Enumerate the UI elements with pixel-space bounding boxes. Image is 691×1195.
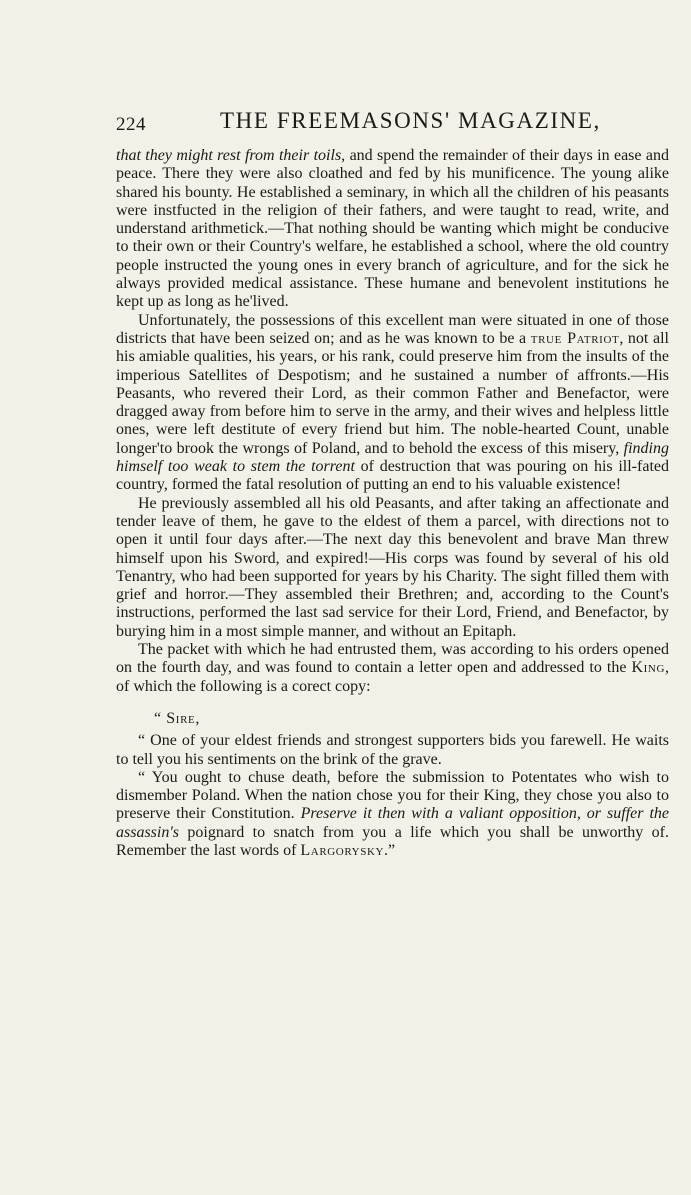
paragraph-4-text-b: , of which the following is a corect copy: [116, 659, 669, 695]
page-header [116, 108, 672, 138]
largorysky-smallcaps: Largorysky [300, 841, 385, 859]
letter-paragraph-1: “ One of your eldest friends and strongest supporters bids you farewell. He waits to tell you his sentiments on the brink of the grave. [116, 732, 669, 768]
paragraph-1 [116, 147, 669, 312]
running-title: THE FREEMASONS' MAGAZINE, [220, 108, 601, 133]
paragraph-4 [116, 641, 669, 696]
body-text [116, 147, 669, 860]
paragraph-4-text-a: The packet with which he had entrusted them, was according to his orders opened on the fourth day, and was found to contain a letter open and addressed to the [116, 641, 669, 677]
letter-closing-quote: .” [384, 841, 396, 859]
king-smallcaps: King [631, 659, 665, 677]
true-patriot-smallcaps: true Patriot [530, 329, 620, 347]
paragraph-2 [116, 312, 669, 495]
letter-paragraph-2-italic: Preserve it then with a valiant opposition, or suffer the assassin's [116, 805, 670, 841]
page-number: 224 [116, 114, 146, 135]
letter-paragraph-2-text-b: poignard to snatch from you a life which you shall be unworthy of. Remember the last words of [116, 823, 669, 859]
letter-salutation: “ Sire, [154, 709, 200, 727]
paragraph-2-text-b: , not all his amiable qualities, his years, or his rank, could preserve him from the insults of the imperious Satellites of Despotism; and he sustained a number of affronts.—His Peasants, who revered their Lord, as their common Father and Benefactor, were dragged away from before him to serve in the army, and their wives and helpless little ones, were left destitute of every friend but him. The noble-hearted Count, unable longer'to brook the wrongs of Poland, and to behold the excess of this misery, [116, 329, 669, 457]
paragraph-2-text-c: of destruction that was pouring on his ill-fated country, formed the fatal resolution of putting an end to his valuable existence! [116, 458, 669, 494]
paragraph-2-italic: finding himself too weak to stem the torrent [116, 439, 669, 476]
letter-paragraph-2-text-a: “ You ought to chuse death, before the submission to Potentates who wish to dismember Poland. When the nation chose you for their King, they chose you also to preserve their Constitution. [116, 768, 669, 823]
paragraph-1-text: and spend the remainder of their days in ease and peace. There they were also cloathed and fed by his munificence. The young alike shared his bounty. He established a seminary, in which all the children of his peasants were instfucted in the religion of their fathers, and were taught to read, write, and understand arithmetick.—That nothing should be wanting which might be conducive to their own or their Country's welfare, he established a school, where the old country people instructed the young ones in every branch of agriculture, and for the sick he always provided medical assistance. These humane and benevolent institutions he kept up as long as he'lived. [116, 147, 669, 311]
letter-paragraph-2 [116, 769, 669, 860]
paragraph-2-text-a: Unfortunately, the possessions of this excellent man were situated in one of those districts that have been seized on; and as he was known to be a [116, 311, 669, 347]
letter [116, 710, 669, 860]
paragraph-3: He previously assembled all his old Peasants, and after taking an affectionate and tender leave of them, he gave to the eldest of them a parcel, with directions not to open it until four days after.—The next day this benevolent and brave Man threw himself upon his Sword, and expired!—His corps was found by several of his old Tenantry, who had been supported for years by his Charity. The sight filled them with grief and horror.—They assembled their Brethren; and, according to the Count's instructions, performed the last sad service for their Lord, Friend, and Benefactor, by burying him in a most simple manner, and without an Epitaph. [116, 494, 669, 640]
paragraph-1-italic: that they might rest from their toils, [116, 147, 346, 164]
